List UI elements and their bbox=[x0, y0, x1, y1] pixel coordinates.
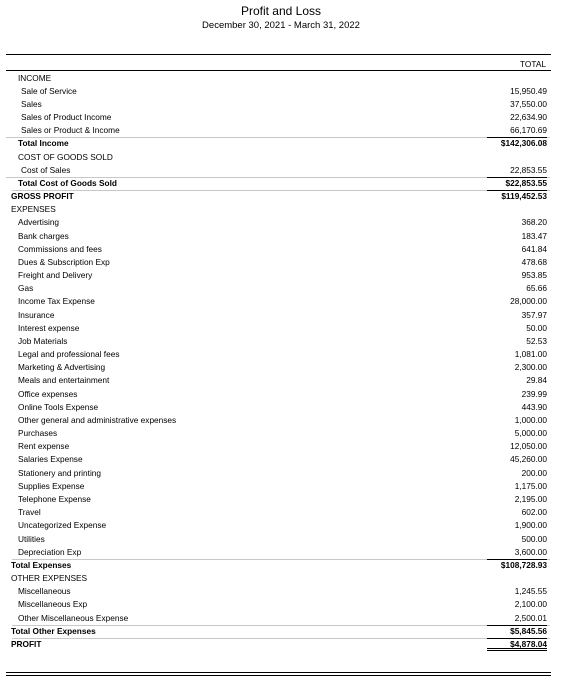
row-label: Sale of Service bbox=[21, 85, 77, 96]
total-row bbox=[0, 177, 562, 190]
row-label: Telephone Expense bbox=[18, 494, 91, 504]
table-row bbox=[0, 414, 562, 427]
header-top-rule bbox=[6, 54, 551, 55]
row-label: Depreciation Exp bbox=[18, 546, 82, 557]
table-row bbox=[0, 111, 562, 124]
row-amount: 183.47 bbox=[521, 230, 547, 241]
table-row bbox=[0, 216, 562, 229]
table-row bbox=[0, 203, 562, 216]
row-amount: $22,853.55 bbox=[505, 177, 547, 190]
row-amount: 1,081.00 bbox=[514, 349, 547, 360]
table-row bbox=[0, 243, 562, 256]
row-amount: 953.85 bbox=[521, 270, 547, 281]
row-label: Meals and entertainment bbox=[18, 375, 110, 386]
table-row bbox=[0, 546, 562, 559]
row-label: Dues & Subscription Exp bbox=[18, 256, 110, 267]
row-amount: $5,845.56 bbox=[510, 625, 547, 638]
row-amount: 28,000.00 bbox=[510, 296, 547, 307]
table-row bbox=[0, 533, 562, 546]
report-table bbox=[0, 72, 562, 652]
table-row bbox=[0, 598, 562, 611]
row-label: Freight and Delivery bbox=[18, 270, 93, 281]
row-label: Miscellaneous bbox=[18, 586, 71, 597]
row-label: Income Tax Expense bbox=[18, 296, 95, 307]
total-row bbox=[0, 137, 562, 150]
row-label: Stationery and printing bbox=[18, 467, 102, 478]
row-amount: 2,300.00 bbox=[514, 362, 547, 373]
row-amount: 602.00 bbox=[521, 507, 547, 518]
row-label: Advertising bbox=[18, 217, 60, 228]
row-amount: 478.68 bbox=[521, 256, 547, 267]
row-label: Salaries Expense bbox=[18, 454, 83, 465]
table-row bbox=[0, 348, 562, 361]
row-label: Legal and professional fees bbox=[18, 349, 120, 360]
row-amount: 3,600.00 bbox=[514, 546, 547, 557]
row-amount: 45,260.00 bbox=[510, 454, 547, 465]
table-row bbox=[0, 453, 562, 466]
row-amount: $108,728.93 bbox=[501, 559, 547, 572]
row-amount: $119,452.53 bbox=[501, 190, 547, 203]
table-row bbox=[0, 440, 562, 453]
report-period: December 30, 2021 - March 31, 2022 bbox=[202, 20, 360, 31]
row-label: Other Miscellaneous Expense bbox=[18, 612, 129, 623]
row-label: Marketing & Advertising bbox=[18, 362, 106, 373]
row-amount: 37,550.00 bbox=[510, 98, 547, 109]
row-amount: 12,050.00 bbox=[510, 441, 547, 452]
row-label: Total Income bbox=[18, 138, 69, 149]
row-amount: 29.84 bbox=[526, 375, 547, 386]
total-row bbox=[0, 559, 562, 572]
row-label: PROFIT bbox=[11, 638, 42, 649]
table-row bbox=[0, 572, 562, 585]
row-amount: 1,245.55 bbox=[514, 586, 547, 597]
row-label: EXPENSES bbox=[11, 204, 56, 215]
row-label: COST OF GOODS SOLD bbox=[18, 151, 113, 162]
row-label: Interest expense bbox=[18, 322, 80, 333]
table-row bbox=[0, 361, 562, 374]
row-amount: 1,000.00 bbox=[514, 414, 547, 425]
table-row bbox=[0, 612, 562, 625]
row-label: Commissions and fees bbox=[18, 243, 102, 254]
row-amount: 2,500.01 bbox=[514, 612, 547, 623]
table-row bbox=[0, 256, 562, 269]
footer-rule-1 bbox=[6, 672, 551, 673]
table-row bbox=[0, 374, 562, 387]
table-row bbox=[0, 295, 562, 308]
row-label: Cost of Sales bbox=[21, 164, 71, 175]
row-amount: $4,878.04 bbox=[510, 638, 547, 651]
row-amount: 65.66 bbox=[526, 283, 547, 294]
row-label: Online Tools Expense bbox=[18, 401, 99, 412]
row-label: Insurance bbox=[18, 309, 55, 320]
row-label: Total Cost of Goods Sold bbox=[18, 177, 117, 188]
row-amount: 239.99 bbox=[521, 388, 547, 399]
row-amount: 50.00 bbox=[526, 322, 547, 333]
table-row bbox=[0, 585, 562, 598]
row-label: Other general and administrative expenses bbox=[18, 414, 177, 425]
table-row bbox=[0, 322, 562, 335]
row-label: Total Expenses bbox=[11, 559, 72, 570]
total-row bbox=[0, 638, 562, 651]
row-label: Utilities bbox=[18, 533, 45, 544]
footer-rule-2 bbox=[6, 675, 551, 676]
table-row bbox=[0, 230, 562, 243]
table-row bbox=[0, 401, 562, 414]
row-amount: 1,175.00 bbox=[514, 480, 547, 491]
row-amount: 368.20 bbox=[521, 217, 547, 228]
table-row bbox=[0, 335, 562, 348]
table-row bbox=[0, 282, 562, 295]
table-row bbox=[0, 98, 562, 111]
table-row bbox=[0, 493, 562, 506]
table-row bbox=[0, 388, 562, 401]
row-label: Miscellaneous Exp bbox=[18, 599, 88, 610]
row-amount: 443.90 bbox=[521, 401, 547, 412]
row-amount: 22,634.90 bbox=[510, 112, 547, 123]
row-amount: 15,950.49 bbox=[510, 85, 547, 96]
table-row bbox=[0, 309, 562, 322]
row-amount: 500.00 bbox=[521, 533, 547, 544]
row-label: Uncategorized Expense bbox=[18, 520, 107, 531]
row-label: Supplies Expense bbox=[18, 480, 85, 491]
table-row bbox=[0, 519, 562, 532]
row-amount: 1,900.00 bbox=[514, 520, 547, 531]
row-amount: 52.53 bbox=[526, 335, 547, 346]
table-row bbox=[0, 72, 562, 85]
row-label: GROSS PROFIT bbox=[11, 191, 74, 202]
table-row bbox=[0, 269, 562, 282]
row-label: Sales or Product & Income bbox=[21, 125, 120, 136]
table-row bbox=[0, 506, 562, 519]
row-amount: 5,000.00 bbox=[514, 428, 547, 439]
row-label: Rent expense bbox=[18, 441, 70, 452]
row-amount: 2,100.00 bbox=[514, 599, 547, 610]
row-label: Office expenses bbox=[18, 388, 78, 399]
row-label: Job Materials bbox=[18, 335, 68, 346]
row-label: Bank charges bbox=[18, 230, 69, 241]
row-label: Total Other Expenses bbox=[11, 625, 96, 636]
row-label: Purchases bbox=[18, 428, 58, 439]
report-title: Profit and Loss bbox=[240, 4, 322, 18]
total-row bbox=[0, 625, 562, 638]
row-amount: 200.00 bbox=[521, 467, 547, 478]
row-amount: 66,170.69 bbox=[510, 125, 547, 136]
row-amount: 22,853.55 bbox=[510, 164, 547, 175]
table-row bbox=[0, 164, 562, 177]
row-label: OTHER EXPENSES bbox=[11, 573, 88, 584]
row-label: INCOME bbox=[18, 72, 52, 83]
row-amount: 641.84 bbox=[521, 243, 547, 254]
table-row bbox=[0, 151, 562, 164]
table-row bbox=[0, 124, 562, 137]
row-label: Travel bbox=[18, 507, 41, 518]
table-row bbox=[0, 427, 562, 440]
row-label: Sales of Product Income bbox=[21, 112, 112, 123]
row-label: Sales bbox=[21, 98, 42, 109]
table-row bbox=[0, 85, 562, 98]
column-header-total: TOTAL bbox=[520, 59, 546, 69]
table-row bbox=[0, 480, 562, 493]
row-label: Gas bbox=[18, 283, 34, 294]
row-amount: 357.97 bbox=[521, 309, 547, 320]
total-row bbox=[0, 190, 562, 203]
row-amount: 2,195.00 bbox=[514, 494, 547, 504]
table-row bbox=[0, 467, 562, 480]
row-amount: $142,306.08 bbox=[501, 137, 547, 150]
